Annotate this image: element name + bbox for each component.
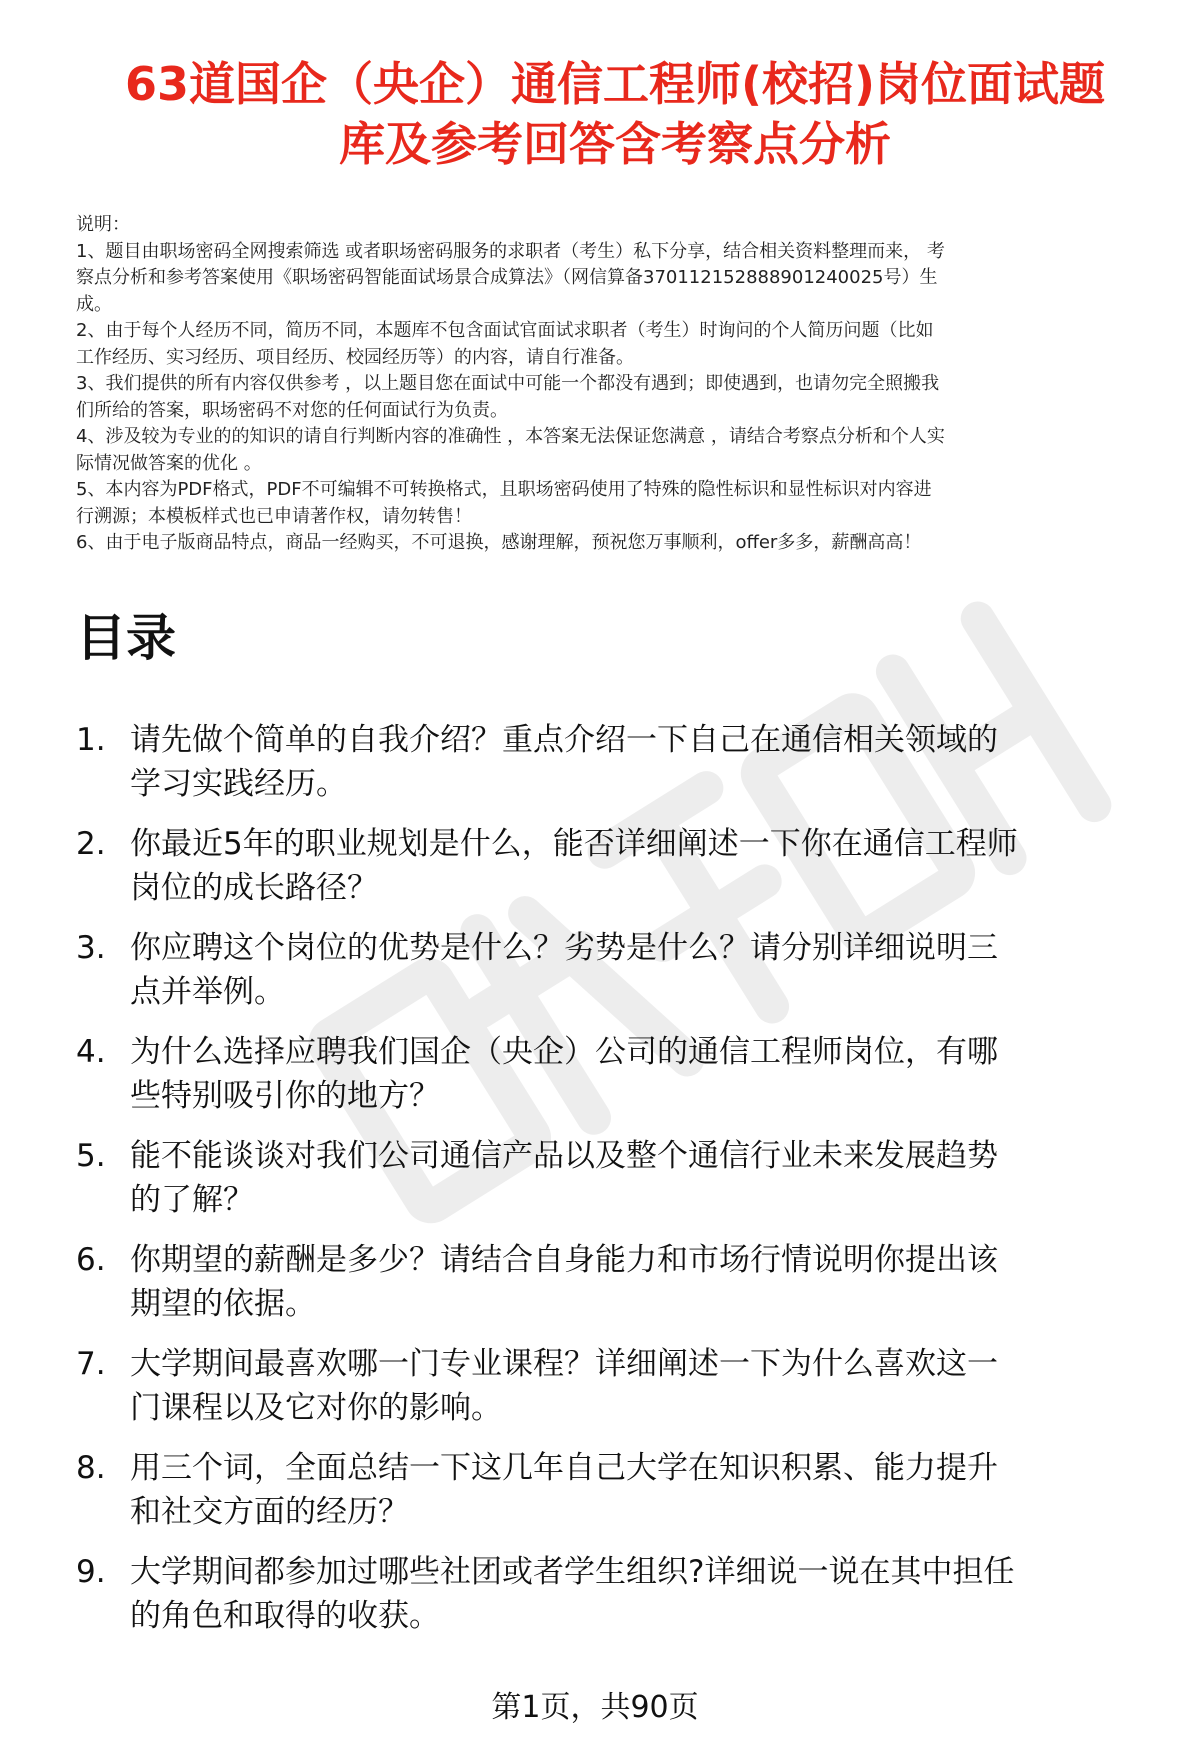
note-line: 5、本内容为PDF格式，PDF不可编辑不可转换格式，且职场密码使用了特殊的隐性标识和显性标识对内容进	[76, 479, 932, 500]
note-line: 们所给的答案，职场密码不对您的任何面试行为负责。	[76, 399, 508, 421]
toc-item-2[interactable]	[76, 822, 1172, 910]
note-line: 2、由于每个人经历不同，简历不同，本题库不包含面试官面试求职者（考生）时询问的个人简历问题（比如	[76, 320, 934, 341]
note-line: 6、由于电子版商品特点，商品一经购买，不可退换，感谢理解，预祝您万事顺利，offer多多，薪酬高高！	[76, 532, 922, 553]
toc-item-text-line-2: 些特别吸引你的地方？	[130, 1078, 440, 1114]
toc-item-number: 5.	[76, 1138, 106, 1174]
notes-heading: 说明：	[76, 214, 130, 235]
toc-item-text-line-1: 大学期间都参加过哪些社团或者学生组织?详细说一说在其中担任	[130, 1554, 1015, 1590]
note-line: 3、我们提供的所有内容仅供参考 ，以上题目您在面试中可能一个都没有遇到；即使遇到，也请勿完全照搬我	[76, 373, 940, 394]
note-line: 1、题目由职场密码全网搜索筛选 或者职场密码服务的求职者（考生）私下分享，结合相关资料整理而来， 考	[76, 240, 945, 262]
toc-item-1[interactable]	[76, 718, 1172, 806]
note-line: 工作经历、实习经历、项目经历、校园经历等）的内容，请自行准备。	[76, 346, 634, 368]
toc-item-text-line-1: 能不能谈谈对我们公司通信产品以及整个通信行业未来发展趋势	[130, 1138, 998, 1174]
toc-item-3[interactable]	[76, 926, 1172, 1014]
toc-item-number: 2.	[76, 826, 106, 862]
toc-item-number: 9.	[76, 1554, 106, 1590]
toc-item-9[interactable]	[76, 1550, 1172, 1638]
toc-item-5[interactable]	[76, 1134, 1172, 1222]
toc-list	[76, 718, 1172, 1654]
toc-item-text-line-2: 的角色和取得的收获。	[130, 1598, 440, 1634]
toc-item-text-line-1: 大学期间最喜欢哪一门专业课程？详细阐述一下为什么喜欢这一	[130, 1346, 998, 1382]
toc-item-4[interactable]	[76, 1030, 1172, 1118]
toc-item-text-line-1: 请先做个简单的自我介绍？重点介绍一下自己在通信相关领域的	[130, 722, 998, 758]
toc-item-text-line-2: 和社交方面的经历？	[130, 1494, 409, 1530]
toc-item-8[interactable]	[76, 1446, 1172, 1534]
toc-item-text-line-2: 期望的依据。	[130, 1286, 316, 1322]
toc-item-number: 1.	[76, 722, 106, 758]
disclaimer-notes	[76, 212, 1166, 557]
note-line: 成。	[76, 293, 112, 315]
toc-item-number: 6.	[76, 1242, 106, 1278]
toc-item-text-line-1: 你期望的薪酬是多少？请结合自身能力和市场行情说明你提出该	[130, 1242, 998, 1278]
toc-item-text-line-1: 你最近5年的职业规划是什么，能否详细阐述一下你在通信工程师	[130, 826, 1018, 862]
toc-item-text-line-1: 用三个词，全面总结一下这几年自己大学在知识积累、能力提升	[130, 1450, 998, 1486]
toc-item-text-line-1: 为什么选择应聘我们国企（央企）公司的通信工程师岗位，有哪	[130, 1034, 998, 1070]
toc-item-number: 8.	[76, 1450, 106, 1486]
toc-item-text-line-2: 的了解？	[130, 1182, 254, 1218]
toc-item-text-line-1: 你应聘这个岗位的优势是什么？劣势是什么？请分别详细说明三	[130, 930, 998, 966]
document-title	[60, 54, 1170, 174]
toc-heading: 目录	[76, 609, 176, 667]
note-line: 察点分析和参考答案使用《职场密码智能面试场景合成算法》（网信算备370112152888901240025号）生	[76, 267, 938, 288]
toc-item-number: 7.	[76, 1346, 106, 1382]
document-title-line-1: 63道国企（央企）通信工程师(校招)岗位面试题	[124, 57, 1106, 111]
note-line: 际情况做答案的优化 。	[76, 452, 262, 474]
note-line: 4、涉及较为专业的的知识的请自行判断内容的准确性 ，本答案无法保证您满意 ，请结合考察点分析和个人实	[76, 426, 945, 447]
document-title-line-2: 库及参考回答含考察点分析	[339, 117, 891, 171]
toc-item-6[interactable]	[76, 1238, 1172, 1326]
note-line: 行溯源；本模板样式也已申请著作权，请勿转售！	[76, 505, 472, 527]
toc-item-7[interactable]	[76, 1342, 1172, 1430]
toc-item-text-line-2: 学习实践经历。	[130, 766, 347, 802]
toc-item-text-line-2: 岗位的成长路径？	[130, 870, 378, 906]
toc-item-number: 3.	[76, 930, 106, 966]
page-number: 第1页，共90页	[491, 1690, 699, 1725]
toc-item-text-line-2: 门课程以及它对你的影响。	[130, 1390, 502, 1426]
toc-item-number: 4.	[76, 1034, 106, 1070]
toc-item-text-line-2: 点并举例。	[130, 974, 285, 1010]
